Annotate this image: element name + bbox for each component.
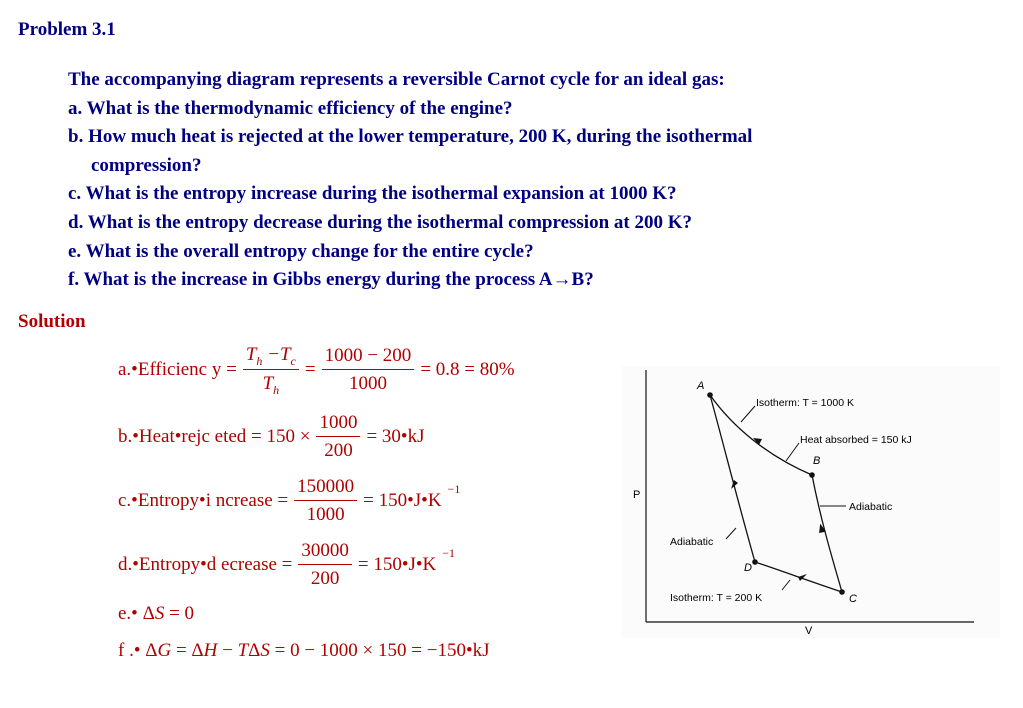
solution-c-label: c.•Entropy•i ncrease =	[118, 490, 289, 511]
efficiency-value-fraction	[322, 344, 415, 396]
equals-delta: = Δ	[171, 640, 204, 661]
fraction-numerator: 1000	[316, 411, 360, 437]
point-b-marker	[809, 472, 815, 478]
solution-d	[118, 539, 455, 591]
point-b-label: B	[813, 455, 821, 467]
isotherm-high-label: Isotherm: T = 1000 K	[756, 397, 854, 409]
fraction-denominator: 1000	[348, 373, 387, 394]
solution-a	[118, 343, 515, 397]
problem-intro: The accompanying diagram represents a reversible Carnot cycle for an ideal gas:	[68, 69, 725, 90]
point-c-marker	[839, 589, 845, 595]
minus-sign: −	[217, 640, 238, 661]
carnot-pv-diagram	[622, 366, 1000, 638]
entropy-symbol: S	[260, 640, 270, 661]
gibbs-symbol: G	[157, 640, 172, 661]
enthalpy-symbol: H	[203, 640, 218, 661]
efficiency-formula-fraction	[243, 343, 299, 397]
unit-exponent: −1	[447, 481, 461, 496]
fraction-denominator: 200	[324, 440, 353, 461]
fraction-numerator: 1000 − 200	[322, 344, 415, 370]
delta-symbol: Δ	[248, 640, 261, 661]
entropy-symbol: S	[154, 603, 165, 624]
point-c-label: C	[849, 593, 857, 605]
fraction-numerator: $T_h -T_c$	[243, 343, 299, 370]
solution-d-result: = 150•J•K	[357, 554, 437, 575]
adiabatic-right-label: Adiabatic	[849, 501, 893, 513]
point-d-marker	[752, 559, 758, 565]
solution-c-result: = 150•J•K	[363, 490, 442, 511]
point-a-label: A	[697, 380, 705, 392]
solution-e-prefix: e.• Δ	[118, 603, 155, 624]
solution-a-label: a.•Efficienc y =	[118, 359, 237, 380]
heat-fraction	[316, 411, 360, 463]
p-axis-label: P	[633, 489, 641, 501]
solution-f	[118, 640, 490, 662]
problem-statement	[68, 66, 1008, 295]
fraction-denominator: $T_h$	[262, 373, 280, 397]
solution-b-result: = 30•kJ	[366, 426, 425, 447]
fraction-numerator: 30000	[298, 539, 352, 565]
solution-f-prefix: f .• Δ	[118, 640, 158, 661]
solution-heading: Solution	[18, 311, 86, 332]
question-e: e. What is the overall entropy change for the entire cycle?	[68, 240, 534, 262]
point-a-marker	[707, 392, 713, 398]
solution-b-label: b.•Heat•rejc eted = 150 ×	[118, 426, 311, 447]
solution-f-result: = 0 − 1000 × 150 = −150•kJ	[269, 640, 490, 661]
fraction-numerator: 150000	[294, 475, 357, 501]
adiabatic-left-label: Adiabatic	[670, 536, 714, 548]
heat-absorbed-label: Heat absorbed = 150 kJ	[800, 434, 912, 446]
question-c: c. What is the entropy increase during the isothermal expansion at 1000 K?	[68, 183, 677, 205]
question-f: f. What is the increase in Gibbs energy during the process A→B?	[68, 269, 594, 291]
v-axis-label: V	[805, 625, 813, 637]
point-d-label: D	[744, 562, 752, 574]
question-b-continued: compression?	[91, 154, 202, 176]
problem-title: Problem 3.1	[18, 19, 116, 40]
entropy-decrease-fraction	[298, 539, 352, 591]
solution-b	[118, 411, 424, 463]
temperature-symbol: T	[237, 640, 249, 661]
solution-e-result: = 0	[164, 603, 195, 624]
solution-a-result: = 0.8 = 80%	[420, 359, 515, 380]
unit-exponent: −1	[442, 545, 456, 560]
question-a: a. What is the thermodynamic efficiency of the engine?	[68, 97, 513, 119]
question-b: b. How much heat is rejected at the lower temperature, 200 K, during the isothermal	[68, 126, 753, 148]
solution-d-label: d.•Entropy•d ecrease =	[118, 554, 293, 575]
fraction-denominator: 1000	[306, 504, 345, 525]
entropy-increase-fraction	[294, 475, 357, 527]
question-d: d. What is the entropy decrease during the isothermal compression at 200 K?	[68, 211, 693, 233]
solution-c	[118, 475, 460, 527]
equals-sign: =	[304, 359, 316, 380]
isotherm-low-label: Isotherm: T = 200 K	[670, 592, 763, 604]
fraction-denominator: 200	[310, 568, 340, 589]
solution-e	[118, 603, 194, 625]
